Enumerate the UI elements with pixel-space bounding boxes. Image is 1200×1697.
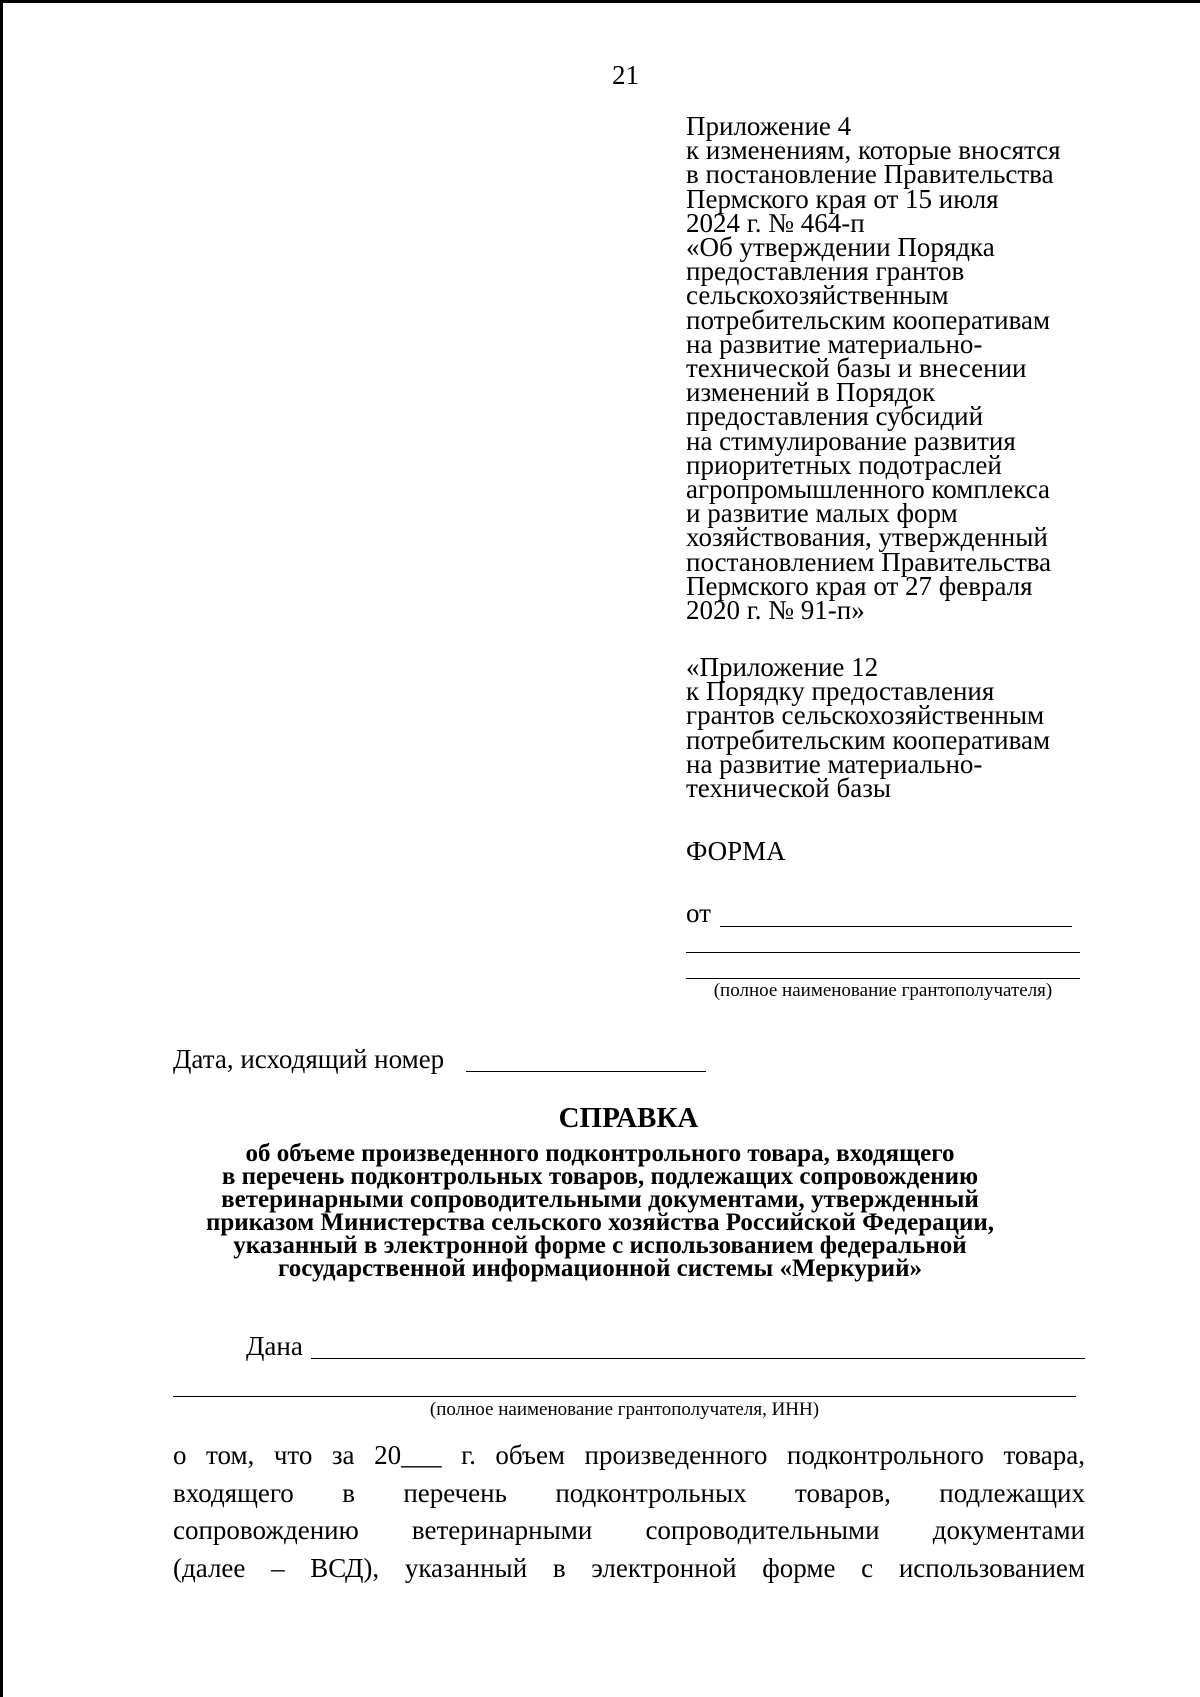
- attachment-4-line: Пермского края от 15 июля: [686, 183, 999, 214]
- attachment-4-line: к изменениям, которые вносятся: [686, 135, 1061, 166]
- attachment-4-line: 2020 г. № 91-п»: [686, 595, 865, 626]
- attachment-12-line: на развитие материально-: [686, 748, 983, 779]
- attachment-4-line: постановлением Правительства: [686, 546, 1052, 577]
- subtitle-line: государственной информационной системы «Меркурий»: [278, 1255, 922, 1282]
- subtitle-line: об объеме произведенного подконтрольного товара, входящего: [245, 1140, 955, 1167]
- attachment-4-line: предоставления грантов: [686, 256, 965, 287]
- from-field-line-3[interactable]: [686, 978, 1080, 979]
- body-line: о том, что за 20___ г. объем произведенного подконтрольного товара,: [173, 1440, 1085, 1470]
- document-title: СПРАВКА: [558, 1102, 699, 1134]
- attachment-4-line: потребительским кооперативам: [686, 304, 1051, 335]
- attachment-4-line: Приложение 4: [686, 111, 852, 141]
- given-label: Дана: [246, 1331, 303, 1361]
- given-caption: (полное наименование грантополучателя, ИНН): [429, 1399, 820, 1420]
- attachment-12-line: грантов сельскохозяйственным: [686, 700, 1045, 731]
- attachment-4-line: на развитие материально-: [686, 328, 983, 359]
- attachment-4-line: агропромышленного комплекса: [686, 474, 1050, 505]
- subtitle-line: в перечень подконтрольных товаров, подлежащих сопровождению: [221, 1163, 979, 1190]
- document-subtitle: [100, 1142, 1100, 1280]
- attachment-12-line: «Приложение 12: [686, 652, 879, 682]
- attachment-4-line: приоритетных подотраслей: [686, 449, 1002, 480]
- date-number-label: Дата, исходящий номер: [173, 1044, 445, 1074]
- given-field-line-2[interactable]: [173, 1396, 1076, 1397]
- attachment-4-line: предоставления субсидий: [686, 401, 984, 432]
- attachment-4-line: «Об утверждении Порядка: [686, 232, 995, 263]
- attachment-4-line: Пермского края от 27 февраля: [686, 570, 1033, 601]
- attachment-12-header: [686, 652, 1106, 804]
- attachment-4-header: [686, 111, 1106, 626]
- form-label: ФОРМА: [686, 836, 786, 866]
- body-line: входящего в перечень подконтрольных товаров, подлежащих: [173, 1477, 1085, 1508]
- date-number-field[interactable]: [466, 1071, 706, 1072]
- from-field-line-2[interactable]: [686, 952, 1080, 953]
- body-line: сопровождению ветеринарными сопроводительными документами: [173, 1515, 1085, 1545]
- attachment-4-line: в постановление Правительства: [686, 159, 1054, 190]
- attachment-12-line: технической базы: [686, 773, 892, 804]
- given-field-line-1[interactable]: [311, 1358, 1085, 1359]
- attachment-12-line: к Порядку предоставления: [686, 676, 995, 707]
- attachment-4-line: 2024 г. № 464-п: [686, 207, 865, 238]
- subtitle-line: приказом Министерства сельского хозяйства Российской Федерации,: [205, 1209, 995, 1236]
- body-paragraph: [173, 1437, 1085, 1587]
- from-field-line-1[interactable]: [720, 926, 1072, 927]
- subtitle-line: указанный в электронной форме с использованием федеральной: [233, 1232, 967, 1259]
- attachment-4-line: на стимулирование развития: [686, 425, 1016, 456]
- attachment-4-line: и развитие малых форм: [686, 498, 958, 529]
- page-number: 21: [612, 60, 639, 90]
- from-label: от: [686, 898, 711, 928]
- attachment-4-line: изменений в Порядок: [686, 377, 936, 408]
- body-line: (далее – ВСД), указанный в электронной форме с использованием: [173, 1552, 1085, 1583]
- attachment-12-line: потребительским кооперативам: [686, 724, 1051, 755]
- subtitle-line: ветеринарными сопроводительными документами, утвержденный: [221, 1186, 979, 1213]
- recipient-caption: (полное наименование грантополучателя): [713, 980, 1053, 1001]
- attachment-4-line: технической базы и внесении: [686, 353, 1027, 384]
- attachment-4-line: сельскохозяйственным: [686, 280, 949, 311]
- attachment-4-line: хозяйствования, утвержденный: [686, 522, 1048, 553]
